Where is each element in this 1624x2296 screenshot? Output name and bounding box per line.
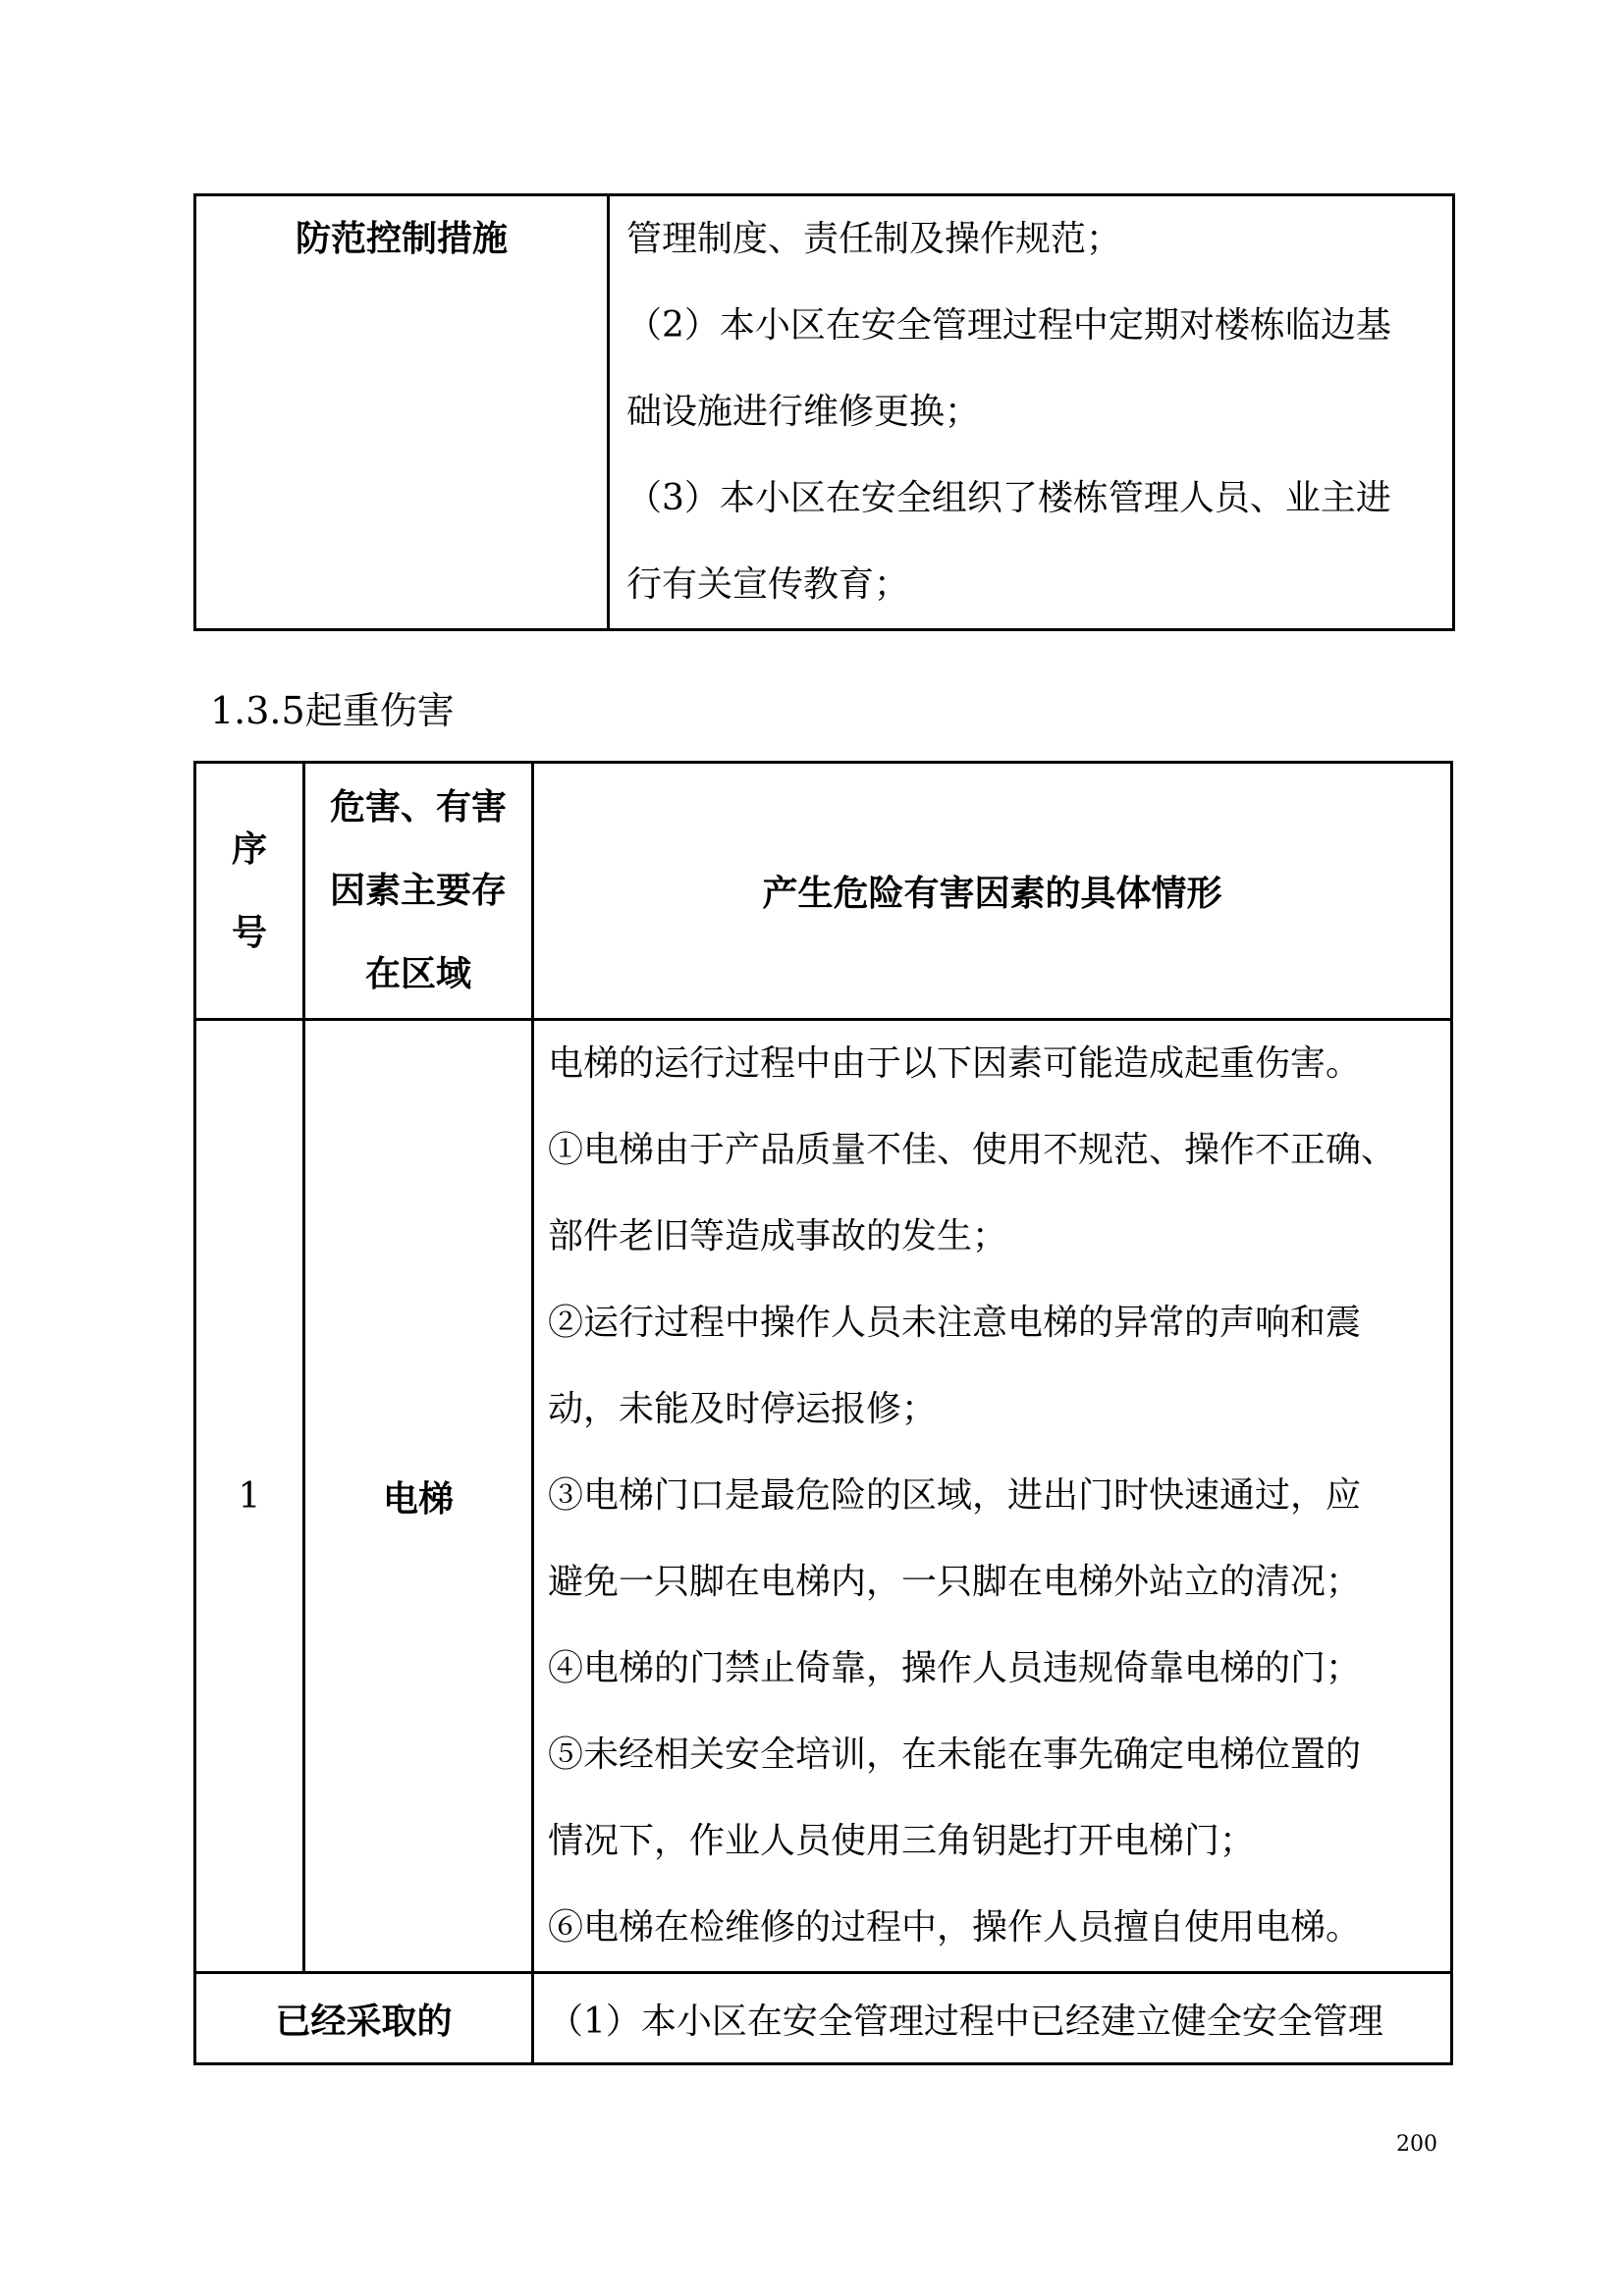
description-line: ⑥电梯在检维修的过程中，操作人员擅自使用电梯。 bbox=[548, 1907, 1362, 1948]
table-header-row bbox=[195, 763, 1452, 1020]
table-row bbox=[195, 1020, 1452, 1973]
section-title: 起重伤害 bbox=[304, 689, 455, 732]
header-serial-line: 号 bbox=[231, 912, 267, 953]
page-number: 200 bbox=[1396, 2132, 1437, 2157]
description-line: 部件老旧等造成事故的发生； bbox=[548, 1216, 1008, 1256]
control-measures-label: 防范控制措施 bbox=[195, 195, 609, 630]
table-row bbox=[195, 1973, 1452, 2064]
control-measures-line: （2）本小区在安全管理过程中定期对楼栋临边基 bbox=[626, 305, 1391, 346]
header-area-line: 因素主要存 bbox=[329, 871, 507, 911]
header-area bbox=[304, 763, 533, 1020]
header-description: 产生危险有害因素的具体情形 bbox=[533, 763, 1452, 1020]
description-line: ④电梯的门禁止倚靠，操作人员违规倚靠电梯的门； bbox=[548, 1648, 1362, 1688]
description-line: ②运行过程中操作人员未注意电梯的异常的声响和震 bbox=[548, 1303, 1362, 1343]
lifting-injury-table bbox=[193, 761, 1453, 2065]
header-area-line: 危害、有害 bbox=[329, 787, 507, 828]
description-line: 动，未能及时停运报修； bbox=[548, 1389, 938, 1429]
row-area: 电梯 bbox=[304, 1020, 533, 1973]
measures-taken-text: （1）本小区在安全管理过程中已经建立健全安全管理 bbox=[533, 1973, 1452, 2064]
control-measures-line: （3）本小区在安全组织了楼栋管理人员、业主进 bbox=[626, 478, 1391, 518]
header-serial-number bbox=[195, 763, 304, 1020]
measures-taken-label: 已经采取的 bbox=[195, 1973, 533, 2064]
row-serial-number: 1 bbox=[195, 1020, 304, 1973]
description-line: 情况下，作业人员使用三角钥匙打开电梯门； bbox=[548, 1821, 1256, 1861]
row-description bbox=[533, 1020, 1452, 1973]
description-line: 避免一只脚在电梯内，一只脚在电梯外站立的清况； bbox=[548, 1562, 1362, 1602]
control-measures-line: 础设施进行维修更换； bbox=[626, 392, 981, 432]
control-measures-line: 行有关宣传教育； bbox=[626, 564, 910, 605]
description-line: ⑤未经相关安全培训，在未能在事先确定电梯位置的 bbox=[548, 1735, 1362, 1775]
header-area-line: 在区域 bbox=[364, 954, 471, 994]
description-line: 电梯的运行过程中由于以下因素可能造成起重伤害。 bbox=[548, 1043, 1362, 1084]
header-serial-line: 序 bbox=[231, 828, 267, 870]
control-measures-content bbox=[609, 195, 1454, 630]
description-line: ③电梯门口是最危险的区域，进出门时快速通过，应 bbox=[548, 1475, 1362, 1516]
section-heading bbox=[210, 680, 455, 734]
section-number: 1.3.5 bbox=[210, 689, 305, 732]
control-measures-table bbox=[193, 193, 1455, 631]
description-line: ①电梯由于产品质量不佳、使用不规范、操作不正确、 bbox=[548, 1130, 1397, 1170]
control-measures-line: 管理制度、责任制及操作规范； bbox=[626, 219, 1122, 259]
